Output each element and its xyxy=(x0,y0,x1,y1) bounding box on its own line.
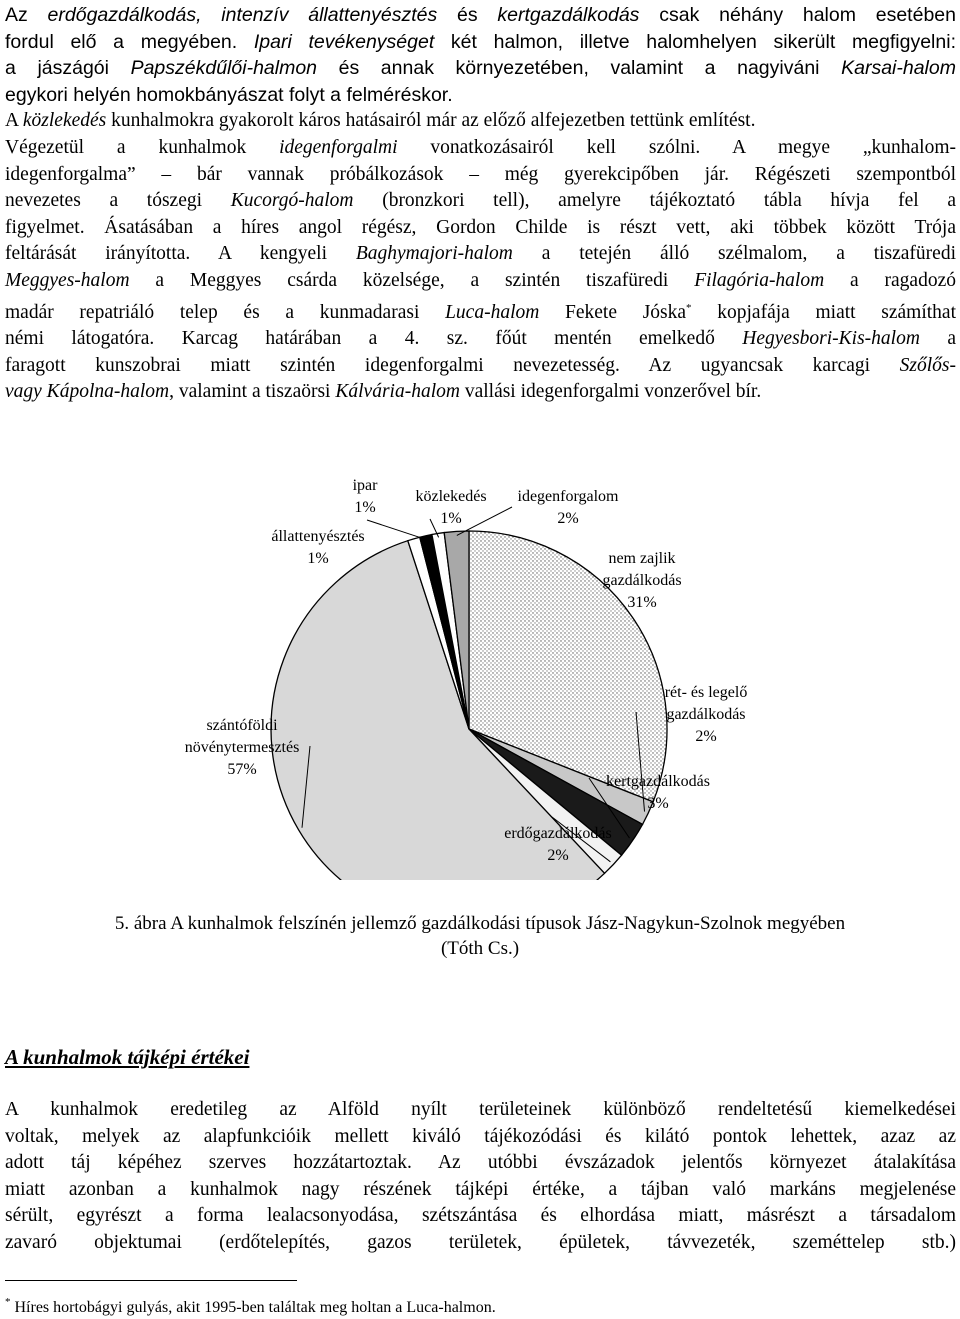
italic-term: Kálvária-halom xyxy=(335,381,460,403)
text-run: Végezetül a kunhalmok xyxy=(5,136,280,158)
text-line xyxy=(5,241,956,268)
caption-line-1: 5. ábra A kunhalmok felszínén jellemző gazdálkodási típusok Jász-Nagykun-Szolnok megyében xyxy=(114,913,846,934)
italic-term: vagy Kápolna-halom xyxy=(5,381,170,403)
italic-term: közlekedés xyxy=(22,110,107,132)
slice-label-line: idegenforgalom xyxy=(517,488,619,505)
paragraph-landscape-value xyxy=(5,1097,956,1257)
text-line xyxy=(5,215,956,242)
slice-label-line: erdőgazdálkodás xyxy=(504,825,612,842)
italic-term: Luca-halom xyxy=(445,301,540,323)
slice-label-line: 2% xyxy=(557,510,579,527)
slice-label xyxy=(415,486,486,530)
text-run: fordul elő a megyében. xyxy=(5,30,254,53)
text-run: és annak környezetében, valamint a nagyiváni xyxy=(317,57,842,80)
slice-label-line: ipar xyxy=(352,477,378,494)
text-line xyxy=(5,108,956,135)
italic-term: Meggyes-halom xyxy=(5,269,130,291)
text-line xyxy=(5,135,956,162)
text-run: egykori helyén homokbányászat folyt a felméréskor. xyxy=(5,83,453,106)
text-run: , valamint a tiszaörsi xyxy=(169,381,336,403)
slice-label xyxy=(185,715,300,781)
italic-term: Kucorgó-halom xyxy=(230,190,354,212)
italic-term: Baghymajori-halom xyxy=(355,243,513,265)
italic-term: Ipari tevékenységet xyxy=(253,30,435,53)
text-line: A kunhalmok eredetileg az Alföld nyílt területeinek különböző rendeltetésű kiemelkedései xyxy=(5,1099,956,1120)
text-run: figyelmet. Ásatásában a híres angol régész, Gordon Childe is részt vett, aki többek között Trója xyxy=(5,216,956,238)
footnote-mark: * xyxy=(5,1296,11,1308)
text-run: a Meggyes csárda közelsége, a szintén tiszafüredi xyxy=(129,269,695,291)
text-run: idegenforgalma” – bár vannak próbálkozások – még gyerekcipőben jár. Régészeti szempontból xyxy=(5,163,956,185)
text-run: faragott kunszobrai miatt szintén idegenforgalmi nevezetesség. Az ugyancsak karcagi xyxy=(5,354,900,376)
slice-label-line: közlekedés xyxy=(415,488,487,505)
text-run: két halmon, illetve halomhelyen sikerült megfigyelni: xyxy=(434,30,956,53)
text-run: vonatkozásairól kell szólni. A megye „kunhalom- xyxy=(397,136,956,158)
slice-label-line: kertgazdálkodás xyxy=(606,773,710,790)
text-run: madár repatriáló telep és a kunmadarasi xyxy=(5,301,446,323)
footnote-text: Híres hortobágyi gulyás, akit 1995-ben találtak meg holtan a Luca-halmon. xyxy=(10,1299,496,1316)
text-run: a jászágói xyxy=(5,57,131,80)
text-run: vallási idegenforgalmi vonzerővel bír. xyxy=(459,381,762,403)
text-line xyxy=(5,188,956,215)
text-line xyxy=(5,353,956,380)
slice-label-line: 1% xyxy=(440,510,462,527)
text-line: voltak, melyek az alapfunkcióik mellett kiváló tájékozódási és kilátó pontok lehettek, azaz az xyxy=(5,1125,956,1147)
text-run: feltárását irányította. A kengyeli xyxy=(5,243,356,265)
text-run: (bronzkori tell), amelyre tájékoztató tábla hívja fel a xyxy=(353,190,957,212)
text-line xyxy=(5,55,956,82)
slice-label xyxy=(665,682,748,748)
figure-caption xyxy=(0,911,960,961)
text-run: kunhalmokra gyakorolt káros hatásairól már az előző alfejezetben tettünk említést. xyxy=(106,110,756,132)
text-line: adott táj képéhez szerves hozzátartoztak. Az utóbbi évszázadok jelentős környezet átalakítása xyxy=(5,1152,956,1174)
text-run: Az xyxy=(5,4,48,26)
text-run: a xyxy=(919,328,957,350)
text-run: nevezetes a tószegi xyxy=(5,190,231,212)
text-line xyxy=(5,326,956,353)
text-line: sérült, egyrészt a forma lealacsonyodása, szétszántása és elhordása miatt, másrészt a társadalom xyxy=(5,1205,956,1227)
footnote-divider xyxy=(5,1280,297,1281)
slice-label-line: 1% xyxy=(354,499,376,516)
text-line: zavaró objektumai (erdőtelepítés, gazos területek, épületek, távvezeték, szeméttelep stb.) xyxy=(5,1231,956,1253)
text-run: és xyxy=(437,4,498,26)
text-line xyxy=(5,29,956,56)
text-run: a ragadozó xyxy=(824,269,956,291)
slice-label xyxy=(517,486,618,530)
text-line: miatt azonban a kunhalmok nagy részének tájképi értéke, a tájban való markáns megjelenése xyxy=(5,1178,956,1200)
text-run: csak néhány halom esetében xyxy=(639,4,956,26)
footnote xyxy=(5,1291,496,1319)
slice-label xyxy=(602,548,681,614)
text-run: kopjafája miatt számíthat xyxy=(691,301,956,323)
slice-label-line: gazdálkodás xyxy=(666,706,746,723)
slice-label-line: növénytermesztés xyxy=(184,739,300,756)
land-use-pie-chart xyxy=(0,460,960,880)
slice-label xyxy=(353,475,378,519)
text-run: Fekete Jóska xyxy=(539,301,687,323)
slice-label-line: 57% xyxy=(227,761,257,778)
footnote-ref: * xyxy=(686,301,692,314)
slice-label-line: 2% xyxy=(547,847,569,864)
slice-label-line: szántóföldi xyxy=(206,717,278,734)
italic-term: kertgazdálkodás xyxy=(497,4,640,26)
paragraph-land-use xyxy=(5,2,956,406)
text-run: a tetején álló szélmalom, a tiszafüredi xyxy=(512,243,956,265)
text-run: némi látogatóra. Karcag határában a 4. sz. főút mentén emelkedő xyxy=(5,328,743,350)
slice-label-line: rét- és legelő xyxy=(664,684,748,701)
caption-line-2: (Tóth Cs.) xyxy=(440,938,520,959)
slice-label-line: nem zajlik xyxy=(608,550,676,567)
section-heading: A kunhalmok tájképi értékei xyxy=(5,1045,250,1069)
italic-term: Hegyesbori-Kis-halom xyxy=(742,328,920,350)
italic-term: Papszékdűlői-halmon xyxy=(130,57,318,80)
text-line xyxy=(5,82,956,109)
slice-label-line: 2% xyxy=(695,728,717,745)
text-line xyxy=(5,295,956,327)
italic-term: erdőgazdálkodás, intenzív állattenyésztés xyxy=(47,4,438,26)
italic-term: idegenforgalmi xyxy=(279,136,398,158)
slice-label xyxy=(504,823,612,867)
slice-label xyxy=(271,526,364,570)
slice-label-line: 31% xyxy=(627,594,657,611)
italic-term: Karsai-halom xyxy=(841,57,956,80)
slice-label-line: állattenyésztés xyxy=(271,528,365,545)
text-line xyxy=(5,2,956,29)
slice-label xyxy=(606,771,710,815)
italic-term: Szőlős- xyxy=(899,354,956,376)
text-line xyxy=(5,162,956,189)
slice-label-line: gazdálkodás xyxy=(602,572,682,589)
text-run: A xyxy=(5,110,23,132)
slice-label-line: 3% xyxy=(647,795,669,812)
italic-term: Filagória-halom xyxy=(694,269,825,291)
text-line xyxy=(5,379,956,406)
slice-label-line: 1% xyxy=(307,550,329,567)
text-line xyxy=(5,268,956,295)
